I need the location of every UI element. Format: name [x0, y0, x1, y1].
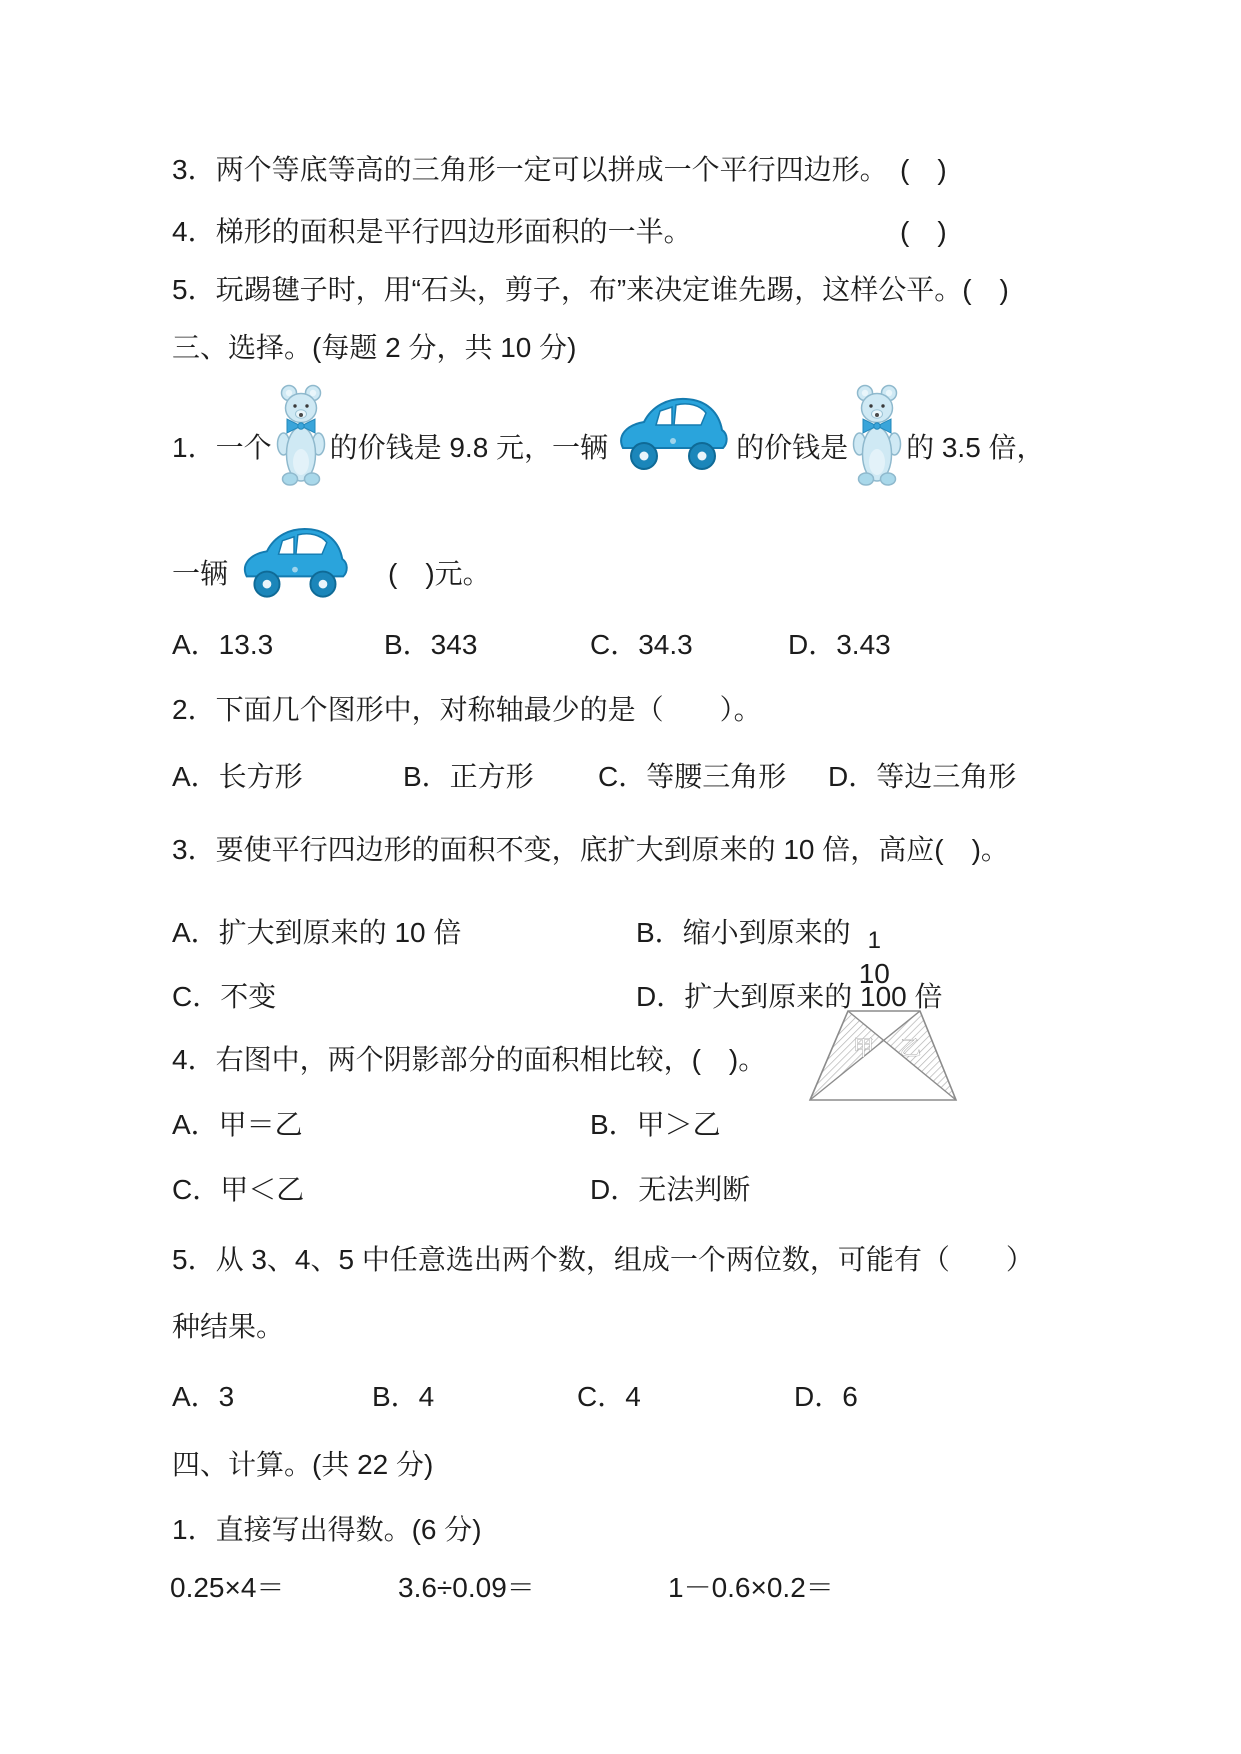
- teddy-bear-icon: [852, 380, 902, 486]
- choice-1-option-c: C．34.3: [590, 629, 693, 660]
- tf-question-3: [172, 150, 1132, 190]
- section-4-sub1: [172, 1510, 1132, 1550]
- tf-question-4: [172, 212, 1132, 252]
- choice-question-1-line1: [172, 372, 1132, 484]
- choice-5-option-a: A．3: [172, 1381, 235, 1412]
- choice-4-option-b: B．甲＞乙: [590, 1109, 721, 1140]
- fraction-denominator: 10: [858, 958, 890, 989]
- choice-question-5-line1: [172, 1240, 1132, 1280]
- choice-5-option-c: C．4: [577, 1381, 641, 1412]
- choice-1-option-b: B．343: [384, 629, 478, 660]
- toy-car-icon: [614, 386, 730, 474]
- calc-item-3: 1－0.6×0.2＝: [668, 1572, 834, 1603]
- choice-2-option-a: A．长方形: [172, 761, 303, 792]
- choice-question-4: [172, 1040, 1132, 1080]
- choice-5-option-b: B．4: [372, 1381, 435, 1412]
- tf-question-4-text: 4．梯形的面积是平行四边形面积的一半。: [172, 216, 692, 247]
- choice-3-option-b-text: B．缩小到原来的: [636, 917, 851, 948]
- calc-item-1: 0.25×4＝: [170, 1572, 285, 1603]
- choice-1-line2-answer-blank: ( )元。: [388, 558, 491, 589]
- choice-3-option-d: D．扩大到原来的 100 倍: [636, 981, 943, 1012]
- choice-2-option-c: C．等腰三角形: [598, 761, 787, 792]
- section-4-title: 四、计算。(共 22 分): [172, 1449, 434, 1480]
- choice-3-option-c: C．不变: [172, 981, 277, 1012]
- choice-1-seg1: 1．一个: [172, 432, 272, 463]
- choice-question-1-line2: [172, 514, 1132, 602]
- choice-2-text: 2．下面几个图形中，对称轴最少的是（ ）。: [172, 694, 762, 725]
- tf-question-5-text: 5．玩踢毽子时，用“石头，剪子，布”来决定谁先踢，这样公平。( ): [172, 274, 1009, 305]
- choice-5-text-line1: 5．从 3、4、5 中任意选出两个数，组成一个两位数，可能有（ ）: [172, 1244, 1034, 1275]
- tf-question-4-answer-blank: ( ): [900, 216, 947, 247]
- choice-1-option-d: D．3.43: [788, 629, 891, 660]
- choice-3-option-a: A．扩大到原来的 10 倍: [172, 917, 462, 948]
- toy-car-icon: [238, 516, 350, 602]
- choice-question-5-line2: [172, 1307, 1132, 1347]
- choice-2-option-d: D．等边三角形: [828, 761, 1017, 792]
- tf-question-3-answer-blank: ( ): [900, 154, 947, 185]
- tf-question-3-text: 3．两个等底等高的三角形一定可以拼成一个平行四边形。: [172, 154, 888, 185]
- choice-4-option-d: D．无法判断: [590, 1174, 751, 1205]
- choice-1-option-a: A．13.3: [172, 629, 274, 660]
- section-4-sub1-text: 1．直接写出得数。(6 分): [172, 1514, 482, 1545]
- trapezoid-figure: [808, 1008, 958, 1104]
- section-3-header: [172, 328, 1132, 368]
- choice-4-option-c: C．甲＜乙: [172, 1174, 305, 1205]
- choice-2-option-b: B．正方形: [403, 761, 534, 792]
- choice-question-2: [172, 690, 1132, 730]
- choice-5-text-line2: 种结果。: [172, 1311, 285, 1342]
- choice-5-option-d: D．6: [794, 1381, 858, 1412]
- choice-1-seg3: 的价钱是: [736, 432, 849, 463]
- choice-1-line2-pre: 一辆: [172, 558, 229, 589]
- section-4-header: [172, 1445, 1132, 1485]
- choice-4-option-a: A．甲＝乙: [172, 1109, 303, 1140]
- choice-4-text: 4．右图中，两个阴影部分的面积相比较，( )。: [172, 1044, 767, 1075]
- choice-3-text: 3．要使平行四边形的面积不变，底扩大到原来的 10 倍，高应( )。: [172, 834, 1009, 865]
- calc-item-2: 3.6÷0.09＝: [398, 1572, 535, 1603]
- choice-question-3: [172, 830, 1132, 870]
- fraction-numerator: 1: [867, 927, 881, 954]
- teddy-bear-icon: [276, 380, 326, 486]
- section-3-title: 三、选择。(每题 2 分，共 10 分): [172, 332, 577, 363]
- figure-label-jia: 甲: [853, 1037, 874, 1060]
- choice-1-seg2: 的价钱是 9.8 元，一辆: [329, 432, 609, 463]
- choice-1-seg4: 的 3.5 倍，: [906, 432, 1045, 463]
- figure-label-yi: 乙: [900, 1037, 921, 1060]
- tf-question-5: [172, 270, 1132, 310]
